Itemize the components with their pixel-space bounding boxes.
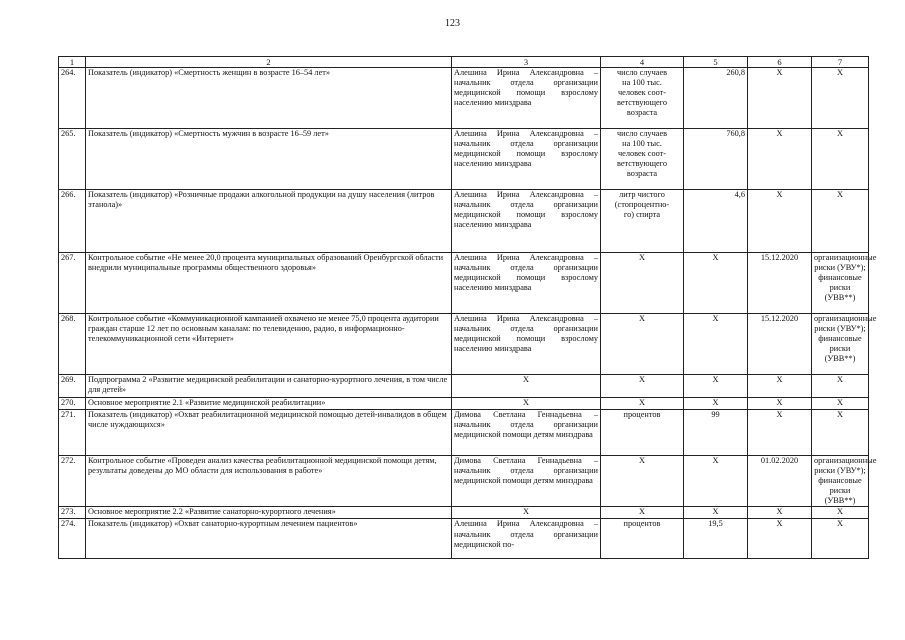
row-number: 268. <box>59 314 86 375</box>
row-responsible: Алешина Ирина Александровна – начальник отдела организации медицинской по- <box>452 519 601 559</box>
row-unit: число случаев на 100 тыс. человек соот- ветствующего возраста <box>601 68 684 129</box>
table-row <box>59 375 869 398</box>
row-value: Х <box>684 375 748 398</box>
column-header: 6 <box>748 57 812 68</box>
row-value: Х <box>684 253 748 314</box>
column-header: 4 <box>601 57 684 68</box>
row-risk: Х <box>812 68 869 129</box>
row-description: Показатель (индикатор) «Охват санаторно-курортным лечением пациентов» <box>86 519 452 559</box>
table-row <box>59 253 869 314</box>
row-responsible: Димова Светлана Геннадьевна – начальник отдела организации медицинской помощи детям минздрава <box>452 456 601 507</box>
row-value: 4,6 <box>684 190 748 253</box>
row-responsible: Алешина Ирина Александровна – начальник отдела организации медицинской помощи взрослому населению минздрава <box>452 253 601 314</box>
row-date: Х <box>748 410 812 456</box>
row-value: Х <box>684 398 748 410</box>
table-row <box>59 410 869 456</box>
row-number: 273. <box>59 507 86 519</box>
row-value: 99 <box>684 410 748 456</box>
row-risk: Х <box>812 410 869 456</box>
row-description: Подпрограмма 2 «Развитие медицинской реабилитации и санаторно-курортного лечения, в том числе для детей» <box>86 375 452 398</box>
row-unit: Х <box>601 375 684 398</box>
row-description: Основное мероприятие 2.1 «Развитие медицинской реабилитации» <box>86 398 452 410</box>
row-number: 265. <box>59 129 86 190</box>
row-unit: Х <box>601 314 684 375</box>
row-responsible: Алешина Ирина Александровна – начальник отдела организации медицинской помощи взрослому населению минздрава <box>452 129 601 190</box>
row-value: Х <box>684 456 748 507</box>
row-value: 19,5 <box>684 519 748 559</box>
column-header: 3 <box>452 57 601 68</box>
row-description: Показатель (индикатор) «Розничные продажи алкогольной продукции на душу населения (литров этанола)» <box>86 190 452 253</box>
row-risk: организационные риски (УВУ*); финансовые риски (УВВ**) <box>812 456 869 507</box>
row-unit: Х <box>601 507 684 519</box>
row-date: Х <box>748 68 812 129</box>
row-value: 760,8 <box>684 129 748 190</box>
row-date: 01.02.2020 <box>748 456 812 507</box>
row-date: Х <box>748 375 812 398</box>
table-row <box>59 190 869 253</box>
row-number: 264. <box>59 68 86 129</box>
row-description: Показатель (индикатор) «Смертность женщин в возрасте 16–54 лет» <box>86 68 452 129</box>
row-date: 15.12.2020 <box>748 253 812 314</box>
row-unit: процентов <box>601 410 684 456</box>
column-header: 5 <box>684 57 748 68</box>
row-number: 269. <box>59 375 86 398</box>
row-value: Х <box>684 507 748 519</box>
row-date: 15.12.2020 <box>748 314 812 375</box>
table-row <box>59 456 869 507</box>
row-value: 260,8 <box>684 68 748 129</box>
row-number: 272. <box>59 456 86 507</box>
row-description: Контрольное событие «Не менее 20,0 процента муниципальных образований Оренбургской области внедрили муниципальные программы общественного здоровья» <box>86 253 452 314</box>
table-row <box>59 314 869 375</box>
row-responsible: Х <box>452 375 601 398</box>
row-risk: организационные риски (УВУ*); финансовые риски (УВВ**) <box>812 314 869 375</box>
table-row <box>59 398 869 410</box>
table-row <box>59 129 869 190</box>
column-header: 1 <box>59 57 86 68</box>
column-header: 2 <box>86 57 452 68</box>
row-number: 267. <box>59 253 86 314</box>
row-date: Х <box>748 519 812 559</box>
column-header: 7 <box>812 57 869 68</box>
table-row <box>59 519 869 559</box>
row-unit: литр чистого (стопроцентно- го) спирта <box>601 190 684 253</box>
row-responsible: Алешина Ирина Александровна – начальник отдела организации медицинской помощи взрослому населению минздрава <box>452 68 601 129</box>
data-table <box>58 56 877 559</box>
row-description: Показатель (индикатор) «Смертность мужчин в возрасте 16–59 лет» <box>86 129 452 190</box>
row-value: Х <box>684 314 748 375</box>
row-responsible: Димова Светлана Геннадьевна – начальник отдела организации медицинской помощи детям минздрава <box>452 410 601 456</box>
row-number: 271. <box>59 410 86 456</box>
row-description: Контрольное событие «Проведен анализ качества реабилитационной медицинской помощи детям, результаты доведены до МО области для использования в работе» <box>86 456 452 507</box>
row-description: Показатель (индикатор) «Охват реабилитационной медицинской помощью детей-инвалидов в общем числе нуждающихся» <box>86 410 452 456</box>
row-number: 270. <box>59 398 86 410</box>
row-number: 266. <box>59 190 86 253</box>
row-risk: Х <box>812 519 869 559</box>
row-date: Х <box>748 507 812 519</box>
row-description: Основное мероприятие 2.2 «Развитие санаторно-курортного лечения» <box>86 507 452 519</box>
header-row <box>59 57 869 68</box>
row-description: Контрольное событие «Коммуникационной кампанией охвачено не менее 75,0 процента аудитории граждан старше 12 лет по основным каналам: по телевидению, радио, в информационно-телекоммуникационной сети «Интернет» <box>86 314 452 375</box>
row-risk: организационные риски (УВУ*); финансовые риски (УВВ**) <box>812 253 869 314</box>
page-number: 123 <box>445 18 460 29</box>
row-date: Х <box>748 190 812 253</box>
row-risk: Х <box>812 375 869 398</box>
row-risk: Х <box>812 129 869 190</box>
row-unit: Х <box>601 456 684 507</box>
row-responsible: Х <box>452 507 601 519</box>
row-risk: Х <box>812 398 869 410</box>
row-risk: Х <box>812 507 869 519</box>
row-unit: процентов <box>601 519 684 559</box>
row-unit: число случаев на 100 тыс. человек соот- ветствующего возраста <box>601 129 684 190</box>
row-responsible: Алешина Ирина Александровна – начальник отдела организации медицинской помощи взрослому населению минздрава <box>452 314 601 375</box>
row-unit: Х <box>601 398 684 410</box>
row-number: 274. <box>59 519 86 559</box>
table-row <box>59 507 869 519</box>
row-date: Х <box>748 129 812 190</box>
row-unit: Х <box>601 253 684 314</box>
row-responsible: Алешина Ирина Александровна – начальник отдела организации медицинской помощи взрослому населению минздрава <box>452 190 601 253</box>
table-row <box>59 68 869 129</box>
row-responsible: Х <box>452 398 601 410</box>
row-date: Х <box>748 398 812 410</box>
row-risk: Х <box>812 190 869 253</box>
